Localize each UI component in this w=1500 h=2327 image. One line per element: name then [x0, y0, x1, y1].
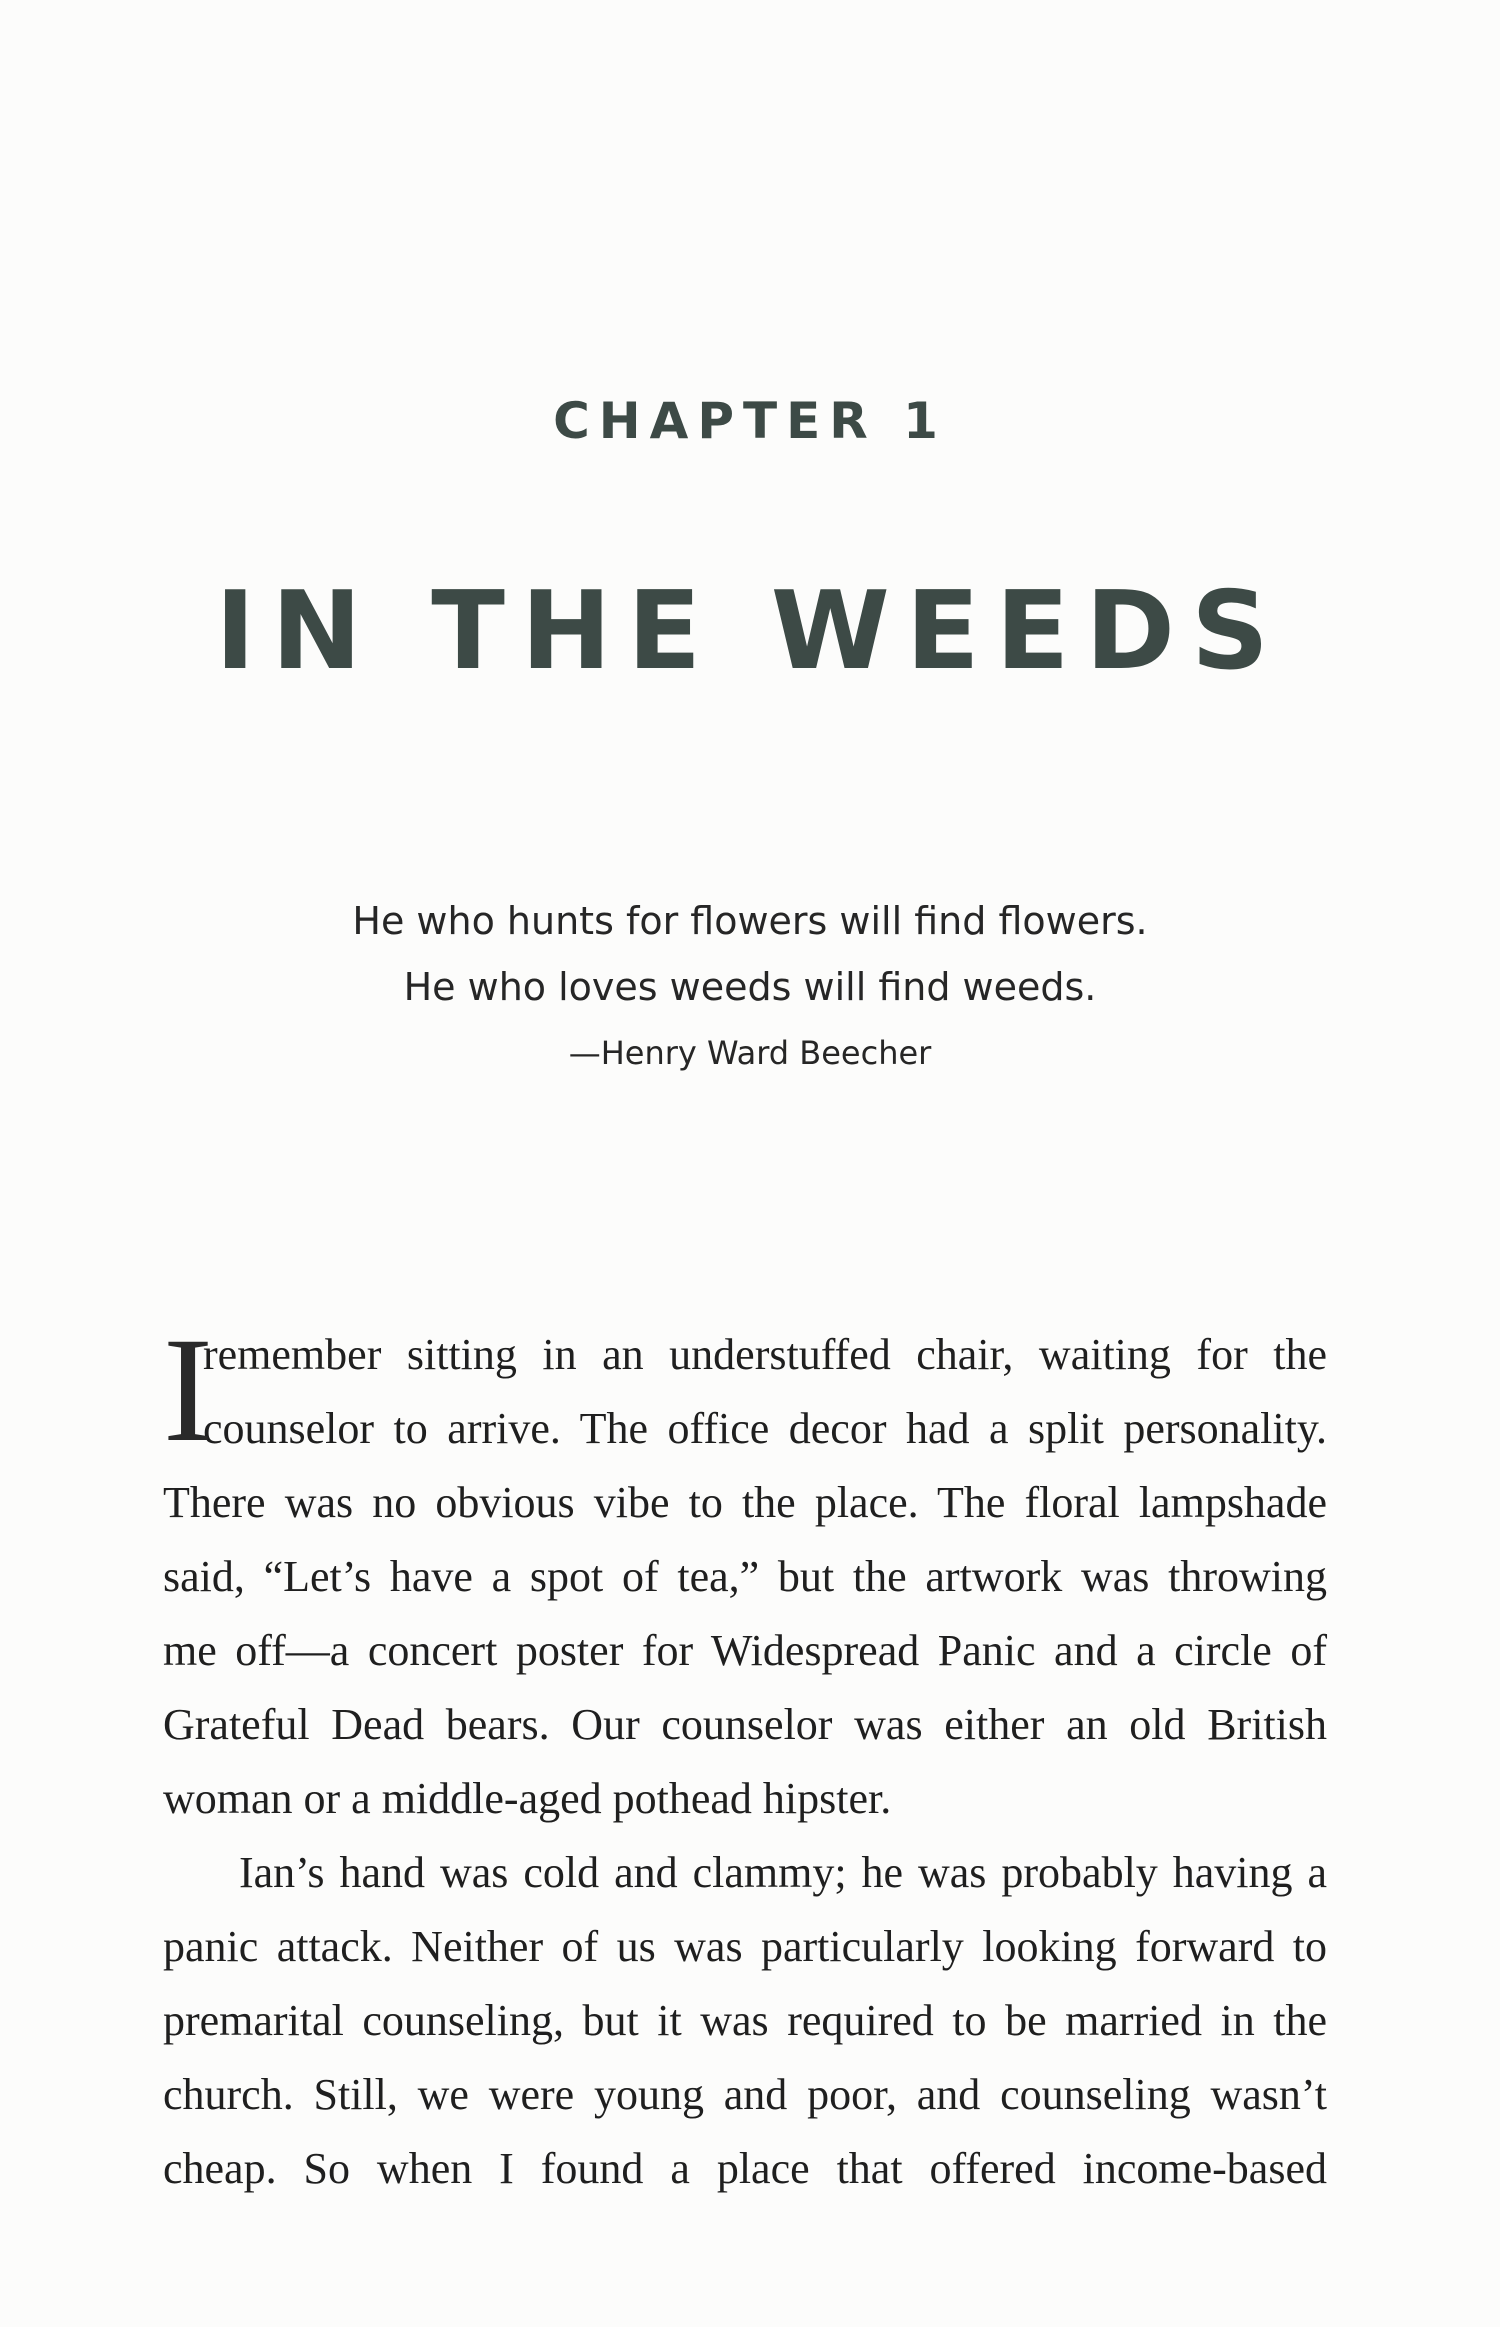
text-line: counselor to arrive. The office decor had a split personality. [203, 1404, 1327, 1453]
text-line: Grateful Dead bears. Our counselor was either an old British [163, 1700, 1327, 1749]
chapter-label: CHAPTER 1 [553, 392, 947, 450]
text-line: Ian’s hand was cold and clammy; he was probably having a [239, 1848, 1327, 1897]
text-line: me off—a concert poster for Widespread Panic and a circle of [163, 1626, 1327, 1675]
epigraph-attribution: —Henry Ward Beecher [568, 1034, 932, 1072]
paragraph [163, 1307, 1327, 1836]
text-line: church. Still, we were young and poor, and counseling wasn’t [163, 2070, 1327, 2119]
drop-cap: I [163, 1307, 213, 1473]
epigraph [0, 888, 1500, 1078]
chapter-title: IN THE WEEDS [215, 569, 1285, 694]
epigraph-line: He who loves weeds will find weeds. [403, 965, 1097, 1009]
body-text [163, 1307, 1327, 2206]
text-line: panic attack. Neither of us was particularly looking forward to [163, 1922, 1327, 1971]
text-line: cheap. So when I found a place that offered income-based [163, 2144, 1327, 2193]
paragraph [163, 1836, 1327, 2206]
text-line: premarital counseling, but it was required to be married in the [163, 1996, 1327, 2045]
text-line: said, “Let’s have a spot of tea,” but the artwork was throwing [163, 1552, 1327, 1601]
text-line: There was no obvious vibe to the place. The floral lampshade [163, 1478, 1327, 1527]
text-line: remember sitting in an understuffed chair, waiting for the [203, 1330, 1327, 1379]
epigraph-line: He who hunts for flowers will find flowers. [352, 899, 1148, 943]
text-line: woman or a middle-aged pothead hipster. [163, 1774, 892, 1823]
